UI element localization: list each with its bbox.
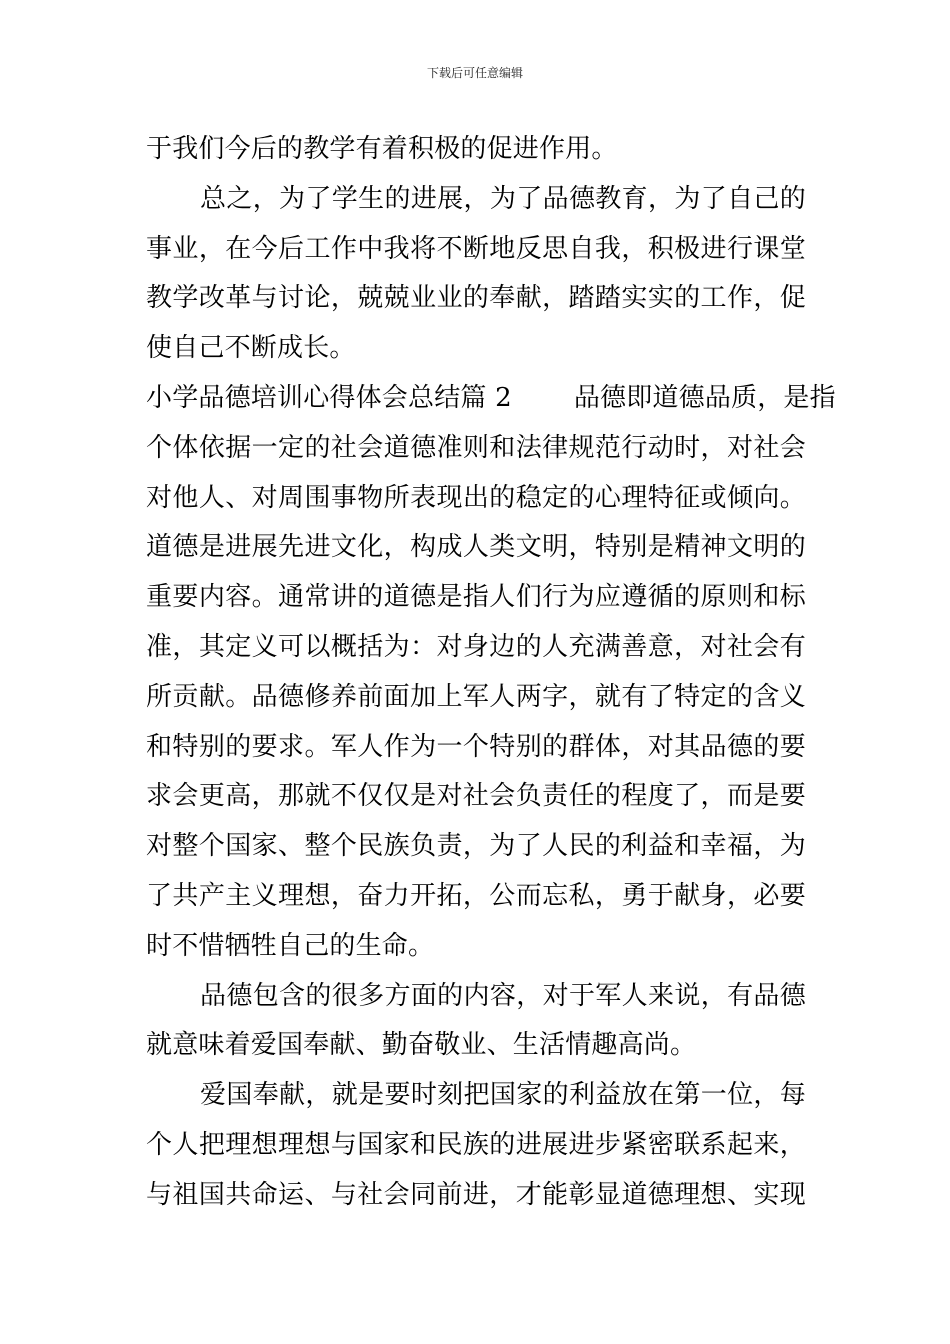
paragraph-start-line: 爱国奉献，就是要时刻把国家的利益放在第一位，每 xyxy=(200,1080,806,1111)
document-body xyxy=(146,125,836,1221)
paragraph-start-line: 品德包含的很多方面的内容，对于军人来说，有品德 xyxy=(200,980,806,1011)
text-line: 事业，在今后工作中我将不断地反思自我，积极进行课堂 xyxy=(146,233,806,264)
text-line: 求会更高，那就不仅仅是对社会负责任的程度了，而是要 xyxy=(146,781,806,812)
paragraph-start-line: 总之，为了学生的进展，为了品德教育，为了自己的 xyxy=(200,183,806,214)
text-line: 与祖国共命运、与社会同前进，才能彰显道德理想、实现 xyxy=(146,1179,806,1210)
text-line: 于我们今后的教学有着积极的促进作用。 xyxy=(146,134,618,164)
text-line: 个人把理想理想与国家和民族的进展进步紧密联系起来， xyxy=(146,1129,806,1160)
text-line: 道德是进展先进文化，构成人类文明，特别是精神文明的 xyxy=(146,532,806,563)
text-line: 对他人、对周围事物所表现出的稳定的心理特征或倾向。 xyxy=(146,482,806,513)
text-line: 重要内容。通常讲的道德是指人们行为应遵循的原则和标 xyxy=(146,582,806,613)
text-line: 时不惜牺牲自己的生命。 xyxy=(146,930,435,961)
text-line: 所贡献。品德修养前面加上军人两字，就有了特定的含义 xyxy=(146,681,806,712)
text-segment: 品德即道德品质，是指 xyxy=(573,382,836,413)
text-line: 准，其定义可以概括为：对身边的人充满善意，对社会有 xyxy=(146,631,806,662)
text-line: 对整个国家、整个民族负责，为了人民的利益和幸福，为 xyxy=(146,831,806,862)
page-header: 下载后可任意编辑 xyxy=(426,66,523,80)
text-line: 使自己不断成长。 xyxy=(146,333,356,364)
section-title: 小学品德培训心得体会总结篇 2 xyxy=(146,382,512,413)
text-line: 教学改革与讨论，兢兢业业的奉献，踏踏实实的工作，促 xyxy=(146,283,806,314)
section-title-line xyxy=(146,374,836,424)
text-line: 了共产主义理想，奋力开拓，公而忘私，勇于献身，必要 xyxy=(146,880,806,911)
text-line: 个体依据一定的社会道德准则和法律规范行动时，对社会 xyxy=(146,432,806,463)
text-line: 和特别的要求。军人作为一个特别的群体，对其品德的要 xyxy=(146,731,806,762)
text-line: 就意味着爱国奉献、勤奋敬业、生活情趣高尚。 xyxy=(146,1030,697,1061)
